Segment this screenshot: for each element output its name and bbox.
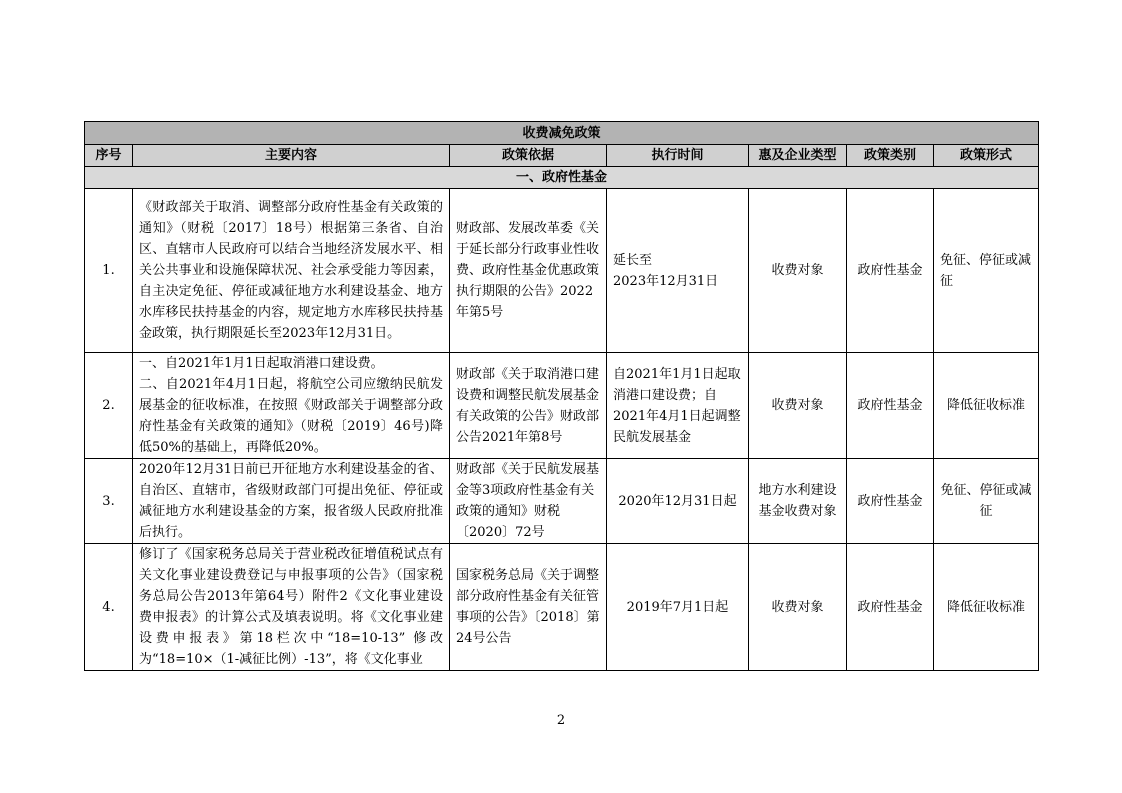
row-form: 免征、停征或减征 (934, 189, 1039, 353)
row-form: 免征、停征或减征 (934, 459, 1039, 544)
row-form: 降低征收标准 (934, 544, 1039, 671)
row-basis: 财政部《关于取消港口建设费和调整民航发展基金有关政策的公告》财政部公告2021年第8号 (450, 353, 607, 459)
row-target: 地方水利建设基金收费对象 (749, 459, 847, 544)
row-basis: 财政部《关于民航发展基金等3项政府性基金有关政策的通知》财税〔2020〕72号 (450, 459, 607, 544)
row-basis: 国家税务总局《关于调整部分政府性基金有关征管事项的公告》〔2018〕第24号公告 (450, 544, 607, 671)
row-category: 政府性基金 (847, 459, 934, 544)
page-number: 2 (556, 713, 566, 728)
row-category: 政府性基金 (847, 189, 934, 353)
row-number: 1. (85, 189, 133, 353)
table-row (85, 353, 1039, 459)
row-number: 2. (85, 353, 133, 459)
row-content: 修订了《国家税务总局关于营业税改征增值税试点有关文化事业建设费登记与申报事项的公告》（国家税务总局公告2013年第64号）附件2《文化事业建设费申报表》的计算公式及填表说明。将《文化事业建设费申报表》第18栏次中“18=10-13” 修改为“18=10×（1-减征比例）-13”，将《文化事业 (133, 544, 450, 671)
col-header-time: 执行时间 (607, 145, 749, 167)
row-content: 《财政部关于取消、调整部分政府性基金有关政策的通知》（财税〔2017〕18号）根据第三条省、自治区、直辖市人民政府可以结合当地经济发展水平、相关公共事业和设施保障状况、社会承受能力等因素，自主决定免征、停征或减征地方水利建设基金、地方水库移民扶持基金的内容，规定地方水库移民扶持基金政策，执行期限延长至2023年12月31日。 (133, 189, 450, 353)
row-target: 收费对象 (749, 189, 847, 353)
section-title: 一、政府性基金 (85, 167, 1039, 189)
row-content: 2020年12月31日前已开征地方水利建设基金的省、自治区、直辖市，省级财政部门可提出免征、停征或减征地方水利建设基金的方案，报省级人民政府批准后执行。 (133, 459, 450, 544)
col-header-category: 政策类别 (847, 145, 934, 167)
col-header-basis: 政策依据 (450, 145, 607, 167)
row-number: 4. (85, 544, 133, 671)
header-row (85, 145, 1039, 167)
row-category: 政府性基金 (847, 353, 934, 459)
col-header-content: 主要内容 (133, 145, 450, 167)
row-time: 2019年7月1日起 (607, 544, 749, 671)
row-content: 一、自2021年1月1日起取消港口建设费。 二、自2021年4月1日起，将航空公司应缴纳民航发展基金的征收标准，在按照《财政部关于调整部分政府性基金有关政策的通知》（财税〔2019〕46号)降低50%的基础上，再降低20%。 (133, 353, 450, 459)
table-row (85, 189, 1039, 353)
policy-table (84, 121, 1039, 671)
table-title: 收费减免政策 (85, 122, 1039, 145)
row-form: 降低征收标准 (934, 353, 1039, 459)
row-basis: 财政部、发展改革委《关于延长部分行政事业性收费、政府性基金优惠政策执行期限的公告》2022年第5号 (450, 189, 607, 353)
row-target: 收费对象 (749, 353, 847, 459)
row-target: 收费对象 (749, 544, 847, 671)
row-number: 3. (85, 459, 133, 544)
col-header-form: 政策形式 (934, 145, 1039, 167)
row-category: 政府性基金 (847, 544, 934, 671)
row-time: 延长至 2023年12月31日 (607, 189, 749, 353)
row-time: 自2021年1月1日起取消港口建设费；自2021年4月1日起调整民航发展基金 (607, 353, 749, 459)
col-header-no: 序号 (85, 145, 133, 167)
row-time: 2020年12月31日起 (607, 459, 749, 544)
table-row (85, 544, 1039, 671)
col-header-target: 惠及企业类型 (749, 145, 847, 167)
table-row (85, 459, 1039, 544)
